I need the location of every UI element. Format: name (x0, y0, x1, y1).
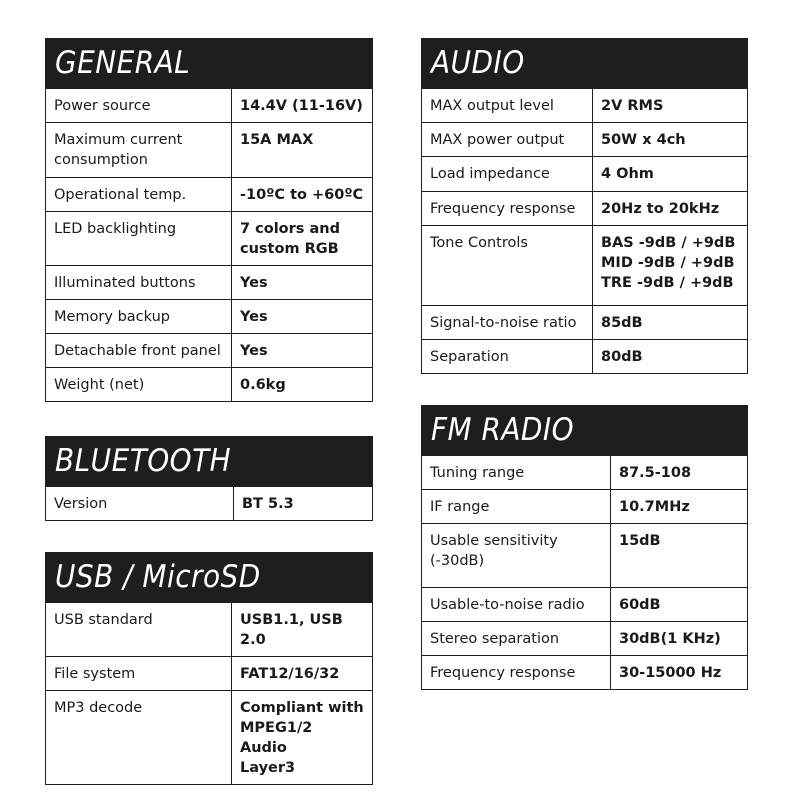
spec-label: Maximum current consumption (46, 123, 232, 178)
table-row (46, 123, 373, 178)
spec-label: LED backlighting (46, 212, 232, 266)
spec-label: Memory backup (46, 300, 232, 334)
usb-title: USB / MicroSD (45, 552, 373, 602)
spec-label: Usable-to-noise radio (422, 588, 611, 622)
spec-value: Yes (232, 300, 373, 334)
table-row (46, 266, 373, 300)
general-section (45, 38, 373, 402)
table-row (46, 368, 373, 402)
spec-value: 80dB (593, 340, 748, 374)
spec-value: 0.6kg (232, 368, 373, 402)
bluetooth-section (45, 436, 373, 521)
usb-section (45, 552, 373, 785)
spec-value: 30-15000 Hz (611, 656, 748, 690)
spec-label: Load impedance (422, 157, 593, 192)
spec-value: 4 Ohm (593, 157, 748, 192)
spec-label: Frequency response (422, 192, 593, 226)
fm-radio-title: FM RADIO (421, 405, 748, 455)
table-row (422, 89, 748, 123)
table-row (422, 226, 748, 306)
audio-section (421, 38, 748, 374)
spec-label: Weight (net) (46, 368, 232, 402)
table-row (422, 123, 748, 157)
fm-radio-table (421, 455, 748, 690)
fm-radio-section (421, 405, 748, 690)
spec-label: Stereo separation (422, 622, 611, 656)
bluetooth-table (45, 486, 373, 521)
bluetooth-title: BLUETOOTH (45, 436, 373, 486)
spec-label: Operational temp. (46, 178, 232, 212)
table-row (422, 157, 748, 192)
table-row (422, 622, 748, 656)
spec-value: USB1.1, USB 2.0 (232, 603, 373, 657)
table-row (422, 340, 748, 374)
table-row (422, 456, 748, 490)
table-row (422, 656, 748, 690)
spec-label: MAX power output (422, 123, 593, 157)
table-row (422, 588, 748, 622)
spec-label: Version (46, 487, 234, 521)
table-row (46, 334, 373, 368)
table-row (46, 212, 373, 266)
spec-value: BT 5.3 (234, 487, 373, 521)
spec-value: 15dB (611, 524, 748, 588)
table-row (422, 524, 748, 588)
spec-label: MAX output level (422, 89, 593, 123)
usb-table (45, 602, 373, 785)
spec-label: Illuminated buttons (46, 266, 232, 300)
spec-label: Usable sensitivity (-30dB) (422, 524, 611, 588)
spec-value: Compliant with MPEG1/2 Audio Layer3 (232, 691, 373, 785)
spec-value: 50W x 4ch (593, 123, 748, 157)
spec-label: Tuning range (422, 456, 611, 490)
spec-label: Detachable front panel (46, 334, 232, 368)
table-row (422, 192, 748, 226)
spec-value: 7 colors and custom RGB (232, 212, 373, 266)
spec-value: 87.5-108 (611, 456, 748, 490)
spec-value: 2V RMS (593, 89, 748, 123)
spec-label: Power source (46, 89, 232, 123)
spec-value: Yes (232, 266, 373, 300)
spec-value: Yes (232, 334, 373, 368)
spec-label: Signal-to-noise ratio (422, 306, 593, 340)
spec-label: Frequency response (422, 656, 611, 690)
spec-value: 10.7MHz (611, 490, 748, 524)
audio-title: AUDIO (421, 38, 748, 88)
spec-value: 20Hz to 20kHz (593, 192, 748, 226)
table-row (46, 657, 373, 691)
spec-value: 14.4V (11-16V) (232, 89, 373, 123)
spec-value: 85dB (593, 306, 748, 340)
spec-value: 15A MAX (232, 123, 373, 178)
spec-label: USB standard (46, 603, 232, 657)
spec-value: FAT12/16/32 (232, 657, 373, 691)
general-title: GENERAL (45, 38, 373, 88)
spec-value: 60dB (611, 588, 748, 622)
spec-value: 30dB(1 KHz) (611, 622, 748, 656)
table-row (46, 89, 373, 123)
table-row (46, 487, 373, 521)
table-row (46, 691, 373, 785)
table-row (422, 490, 748, 524)
spec-label: MP3 decode (46, 691, 232, 785)
spec-value: -10ºC to +60ºC (232, 178, 373, 212)
audio-table (421, 88, 748, 374)
spec-label: Tone Controls (422, 226, 593, 306)
table-row (46, 603, 373, 657)
spec-value: BAS -9dB / +9dB MID -9dB / +9dB TRE -9dB / +9dB (593, 226, 748, 306)
table-row (46, 178, 373, 212)
spec-label: File system (46, 657, 232, 691)
spec-label: Separation (422, 340, 593, 374)
table-row (46, 300, 373, 334)
general-table (45, 88, 373, 402)
spec-label: IF range (422, 490, 611, 524)
table-row (422, 306, 748, 340)
